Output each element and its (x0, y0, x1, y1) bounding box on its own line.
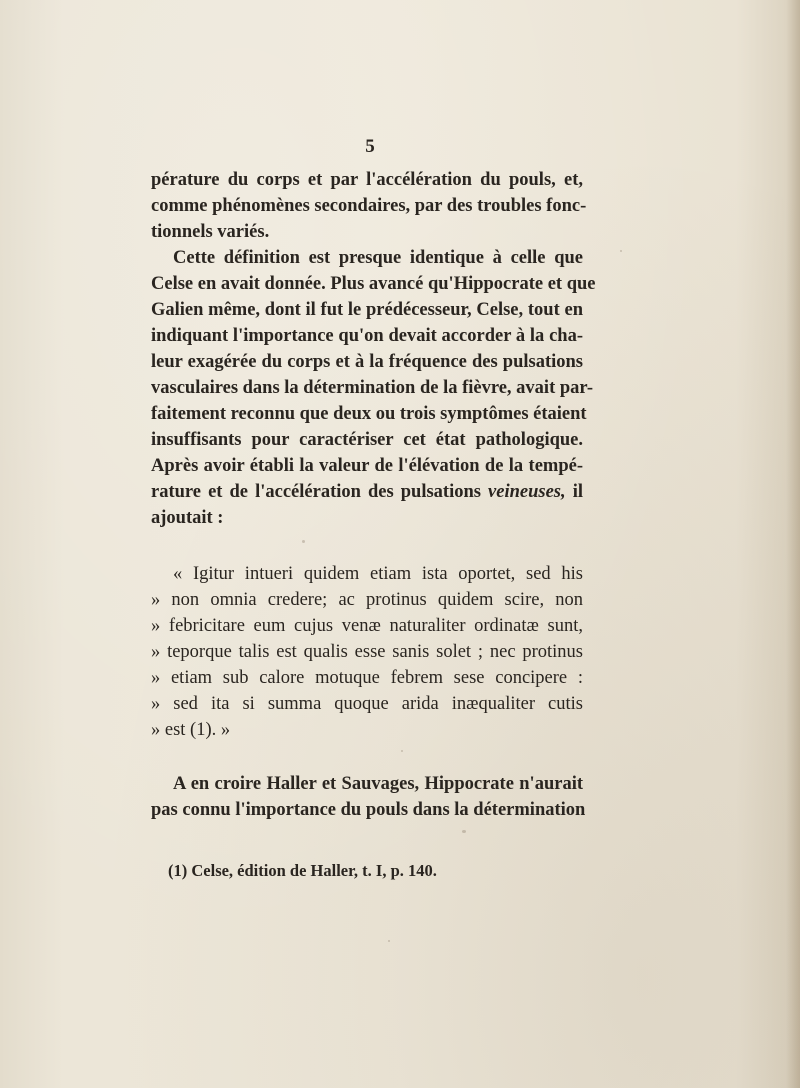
paragraph-2-line-10 (151, 480, 583, 504)
paragraph-2-line-5: leur exagérée du corps et à la fréquence des pulsations (151, 352, 583, 372)
speck (620, 250, 622, 252)
quote-line-4: » teporque talis est qualis esse sanis solet ; nec protinus (151, 642, 583, 662)
paragraph-3-line-2: pas connu l'importance du pouls dans la détermination (151, 800, 586, 820)
paragraph-2-line-3: Galien même, dont il fut le prédécesseur, Celse, tout en (151, 300, 583, 320)
paragraph-2-line-9: Après avoir établi la valeur de l'élévation de la tempé- (151, 456, 583, 476)
paragraph-2-line-4: indiquant l'importance qu'on devait accorder à la cha- (151, 326, 583, 346)
paragraph-2-line-7: faitement reconnu que deux ou trois symptômes étaient (151, 404, 587, 424)
quote-line-3: » febricitare eum cujus venæ naturaliter ordinatæ sunt, (151, 616, 583, 636)
paragraph-2-line-11: ajoutait : (151, 508, 224, 528)
quote-line-6: » sed ita si summa quoque arida inæqualiter cutis (151, 694, 583, 714)
line-10-end: il (565, 482, 583, 502)
paragraph-2-line-2: Celse en avait donnée. Plus avancé qu'Hippocrate et que (151, 274, 596, 294)
speck (388, 940, 390, 942)
paragraph-2-line-1: Cette définition est presque identique à celle que (173, 248, 583, 268)
quote-line-2: » non omnia credere; ac protinus quidem scire, non (151, 590, 583, 610)
paragraph-2-line-6: vasculaires dans la détermination de la fièvre, avait par- (151, 378, 594, 398)
page-edge-shadow (786, 0, 800, 1088)
paragraph-3-line-1: A en croire Haller et Sauvages, Hippocrate n'aurait (173, 774, 583, 794)
quote-line-5: » etiam sub calore motuque febrem sese concipere : (151, 668, 583, 688)
quote-line-7: » est (1). » (151, 720, 231, 740)
line-10-start: rature et de l'accélération des pulsations (151, 482, 489, 502)
paragraph-1-line-2: comme phénomènes secondaires, par des troubles fonc- (151, 196, 587, 216)
footnote: (1) Celse, édition de Haller, t. I, p. 140. (168, 861, 437, 880)
italic-word-veineuses: veineuses, (488, 482, 566, 502)
page-number: 5 (365, 136, 375, 157)
paragraph-1-line-1: pérature du corps et par l'accélération du pouls, et, (151, 170, 583, 190)
speck (462, 830, 466, 833)
paragraph-1-line-3: tionnels variés. (151, 222, 270, 242)
speck (401, 750, 403, 752)
paragraph-2-line-8: insuffisants pour caractériser cet état pathologique. (151, 430, 583, 450)
speck (302, 540, 305, 543)
quote-line-1: « Igitur intueri quidem etiam ista oportet, sed his (173, 564, 583, 584)
